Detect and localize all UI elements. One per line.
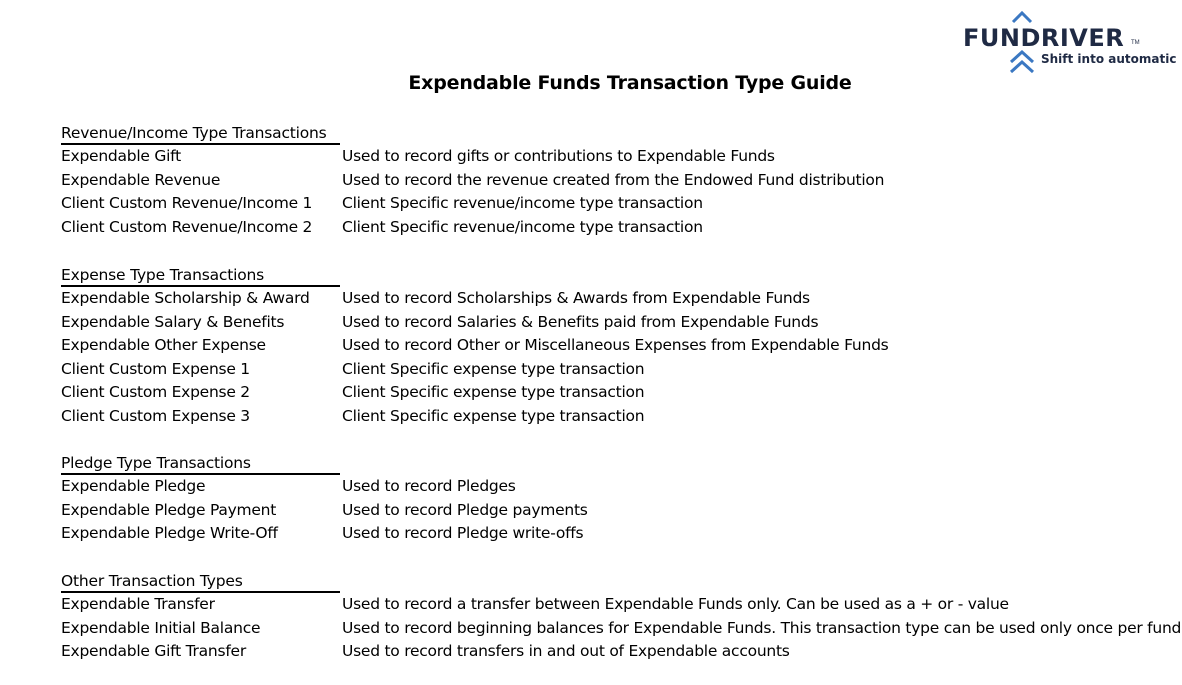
table-row — [61, 192, 703, 216]
transaction-type-description: Used to record the revenue created from the Endowed Fund distribution — [342, 170, 885, 189]
table-row — [61, 358, 645, 382]
table-row — [61, 216, 703, 240]
transaction-type-name: Expendable Transfer — [61, 595, 215, 613]
transaction-type-description: Used to record gifts or contributions to Expendable Funds — [342, 147, 775, 165]
transaction-type-name: Expendable Initial Balance — [61, 618, 261, 637]
transaction-type-description: Used to record Other or Miscellaneous Expenses from Expendable Funds — [342, 336, 889, 354]
transaction-type-description: Client Specific revenue/income type transaction — [342, 194, 703, 212]
transaction-type-description: Client Specific expense type transaction — [342, 383, 645, 401]
logo-wordmark: FUNDRIVER — [963, 24, 1125, 52]
table-row — [61, 145, 775, 169]
table-row — [61, 640, 790, 664]
transaction-type-name: Client Custom Revenue/Income 1 — [61, 194, 313, 212]
transaction-type-name: Expendable Gift Transfer — [61, 642, 246, 660]
section-header: Revenue/Income Type Transactions — [61, 123, 340, 145]
section-expense — [61, 265, 889, 428]
transaction-type-name: Client Custom Expense 3 — [61, 406, 250, 425]
transaction-type-description: Used to record a transfer between Expendable Funds only. Can be used as a + or - value — [342, 595, 1009, 613]
chevron-up-icon — [1011, 10, 1033, 24]
transaction-type-name: Client Custom Expense 1 — [61, 359, 250, 378]
transaction-type-name: Expendable Revenue — [61, 170, 221, 189]
transaction-type-name: Expendable Salary & Benefits — [61, 312, 285, 331]
transaction-type-description: Client Specific expense type transaction — [342, 406, 645, 425]
section-pledge — [61, 453, 588, 546]
transaction-type-description: Used to record Pledge write-offs — [342, 524, 584, 542]
section-revenue-income — [61, 123, 885, 239]
fundriver-logo — [963, 10, 1177, 74]
table-row — [61, 334, 889, 358]
transaction-type-name: Expendable Pledge Write-Off — [61, 524, 278, 542]
section-other — [61, 571, 1182, 664]
transaction-type-name: Expendable Pledge — [61, 477, 206, 495]
transaction-type-name: Expendable Scholarship & Award — [61, 289, 310, 307]
table-row — [61, 381, 645, 405]
transaction-type-name: Client Custom Revenue/Income 2 — [61, 217, 313, 236]
table-row — [61, 405, 645, 429]
table-row — [61, 617, 1182, 641]
table-row — [61, 311, 819, 335]
transaction-type-name: Expendable Other Expense — [61, 336, 266, 354]
transaction-type-description: Used to record Scholarships & Awards from Expendable Funds — [342, 289, 810, 307]
logo-tagline: Shift into automatic — [1041, 52, 1177, 66]
table-row — [61, 169, 885, 193]
transaction-type-name: Expendable Gift — [61, 147, 181, 165]
logo-trademark: TM — [1131, 40, 1140, 46]
transaction-type-name: Expendable Pledge Payment — [61, 500, 277, 519]
section-header: Pledge Type Transactions — [61, 453, 340, 475]
transaction-type-description: Used to record beginning balances for Expendable Funds. This transaction type can be used only once per fund — [342, 618, 1182, 637]
table-row — [61, 522, 584, 546]
transaction-type-description: Used to record Salaries & Benefits paid from Expendable Funds — [342, 312, 819, 331]
transaction-type-description: Client Specific revenue/income type transaction — [342, 217, 703, 236]
transaction-type-name: Client Custom Expense 2 — [61, 383, 250, 401]
table-row — [61, 287, 810, 311]
transaction-type-description: Used to record Pledges — [342, 477, 516, 495]
transaction-type-description: Client Specific expense type transaction — [342, 359, 645, 378]
double-chevron-up-icon — [1009, 50, 1035, 74]
table-row — [61, 475, 516, 499]
transaction-type-description: Used to record Pledge payments — [342, 500, 588, 519]
table-row — [61, 593, 1009, 617]
section-header: Expense Type Transactions — [61, 265, 340, 287]
section-header: Other Transaction Types — [61, 571, 340, 593]
page-title: Expendable Funds Transaction Type Guide — [408, 72, 852, 94]
transaction-type-description: Used to record transfers in and out of Expendable accounts — [342, 642, 790, 660]
table-row — [61, 499, 588, 523]
